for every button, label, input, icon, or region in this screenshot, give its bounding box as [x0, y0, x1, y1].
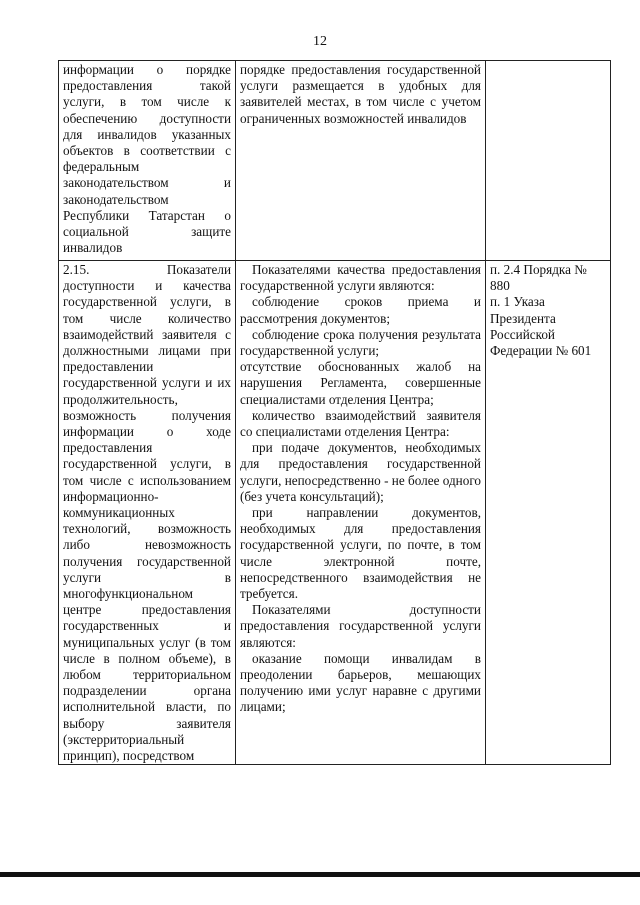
page-number: 12 [313, 34, 327, 49]
scan-edge-bar [0, 872, 640, 877]
requirement-text: 2.15. Показатели доступности и качества государственной услуги, в том числе количество взаимодействий заявителя с должностными лицами при предоставлении государственной услуги и их продолжительность, возможность получения информации о ходе предоставления государственной услуги, в том числе с использованием информационно-коммуникационных технологий, возможность либо невозможность получения государственной услуги в многофункциональном центре предоставления государственных и муниципальных услуг (в том числе в полном объеме), в любом территориальном подразделении органа исполнительной власти, по выбору заявителя (экстерриториальный принцип), посредством [63, 262, 231, 764]
content-paragraph: оказание помощи инвалидам в преодолении барьеров, мешающих получению ими услуг наравне с другими лицами; [240, 650, 481, 715]
content-cell [236, 261, 486, 765]
content-paragraph: при направлении документов, необходимых для предоставления государственной услуги, по почте, в том числе электронной почте, непосредственного взаимодействия не требуется. [240, 505, 481, 602]
reference-cell [486, 261, 611, 765]
content-paragraph: отсутствие обоснованных жалоб на нарушения Регламента, совершенные специалистами отделения Центра; [240, 359, 481, 407]
content-paragraph: соблюдение сроков приема и рассмотрения документов; [240, 294, 481, 326]
requirement-cell [59, 61, 236, 261]
reference-cell [486, 61, 611, 261]
content-text: порядке предоставления государственной услуги размещается в удобных для заявителей местах, в том числе с учетом ограниченных возможностей инвалидов [240, 62, 481, 126]
reference-text: п. 1 Указа Президента Российской Федерации № 601 [490, 294, 592, 359]
table-row [59, 61, 611, 261]
requirement-cell [59, 261, 236, 765]
content-paragraph: при подаче документов, необходимых для предоставления государственной услуги, непосредственно - не более одного (без учета консультаций); [240, 440, 481, 504]
requirement-text: информации о порядке предоставления такой услуги, в том числе к обеспечению доступности для инвалидов указанных объектов в соответствии с федеральным законодательством и законодательством Республики Татарстан о социальной защите инвалидов [63, 62, 231, 256]
content-paragraph: Показателями качества предоставления государственной услуги являются: [240, 262, 481, 294]
reference-text: п. 2.4 Порядка № 880 [490, 262, 587, 294]
content-cell [236, 61, 486, 261]
content-paragraph: количество взаимодействий заявителя со специалистами отделения Центра: [240, 407, 481, 440]
content-paragraph: соблюдение срока получения результата государственной услуги; [240, 326, 481, 359]
table-row [59, 261, 611, 765]
regulation-table [58, 60, 611, 765]
content-paragraph: Показателями доступности предоставления государственной услуги являются: [240, 602, 481, 650]
